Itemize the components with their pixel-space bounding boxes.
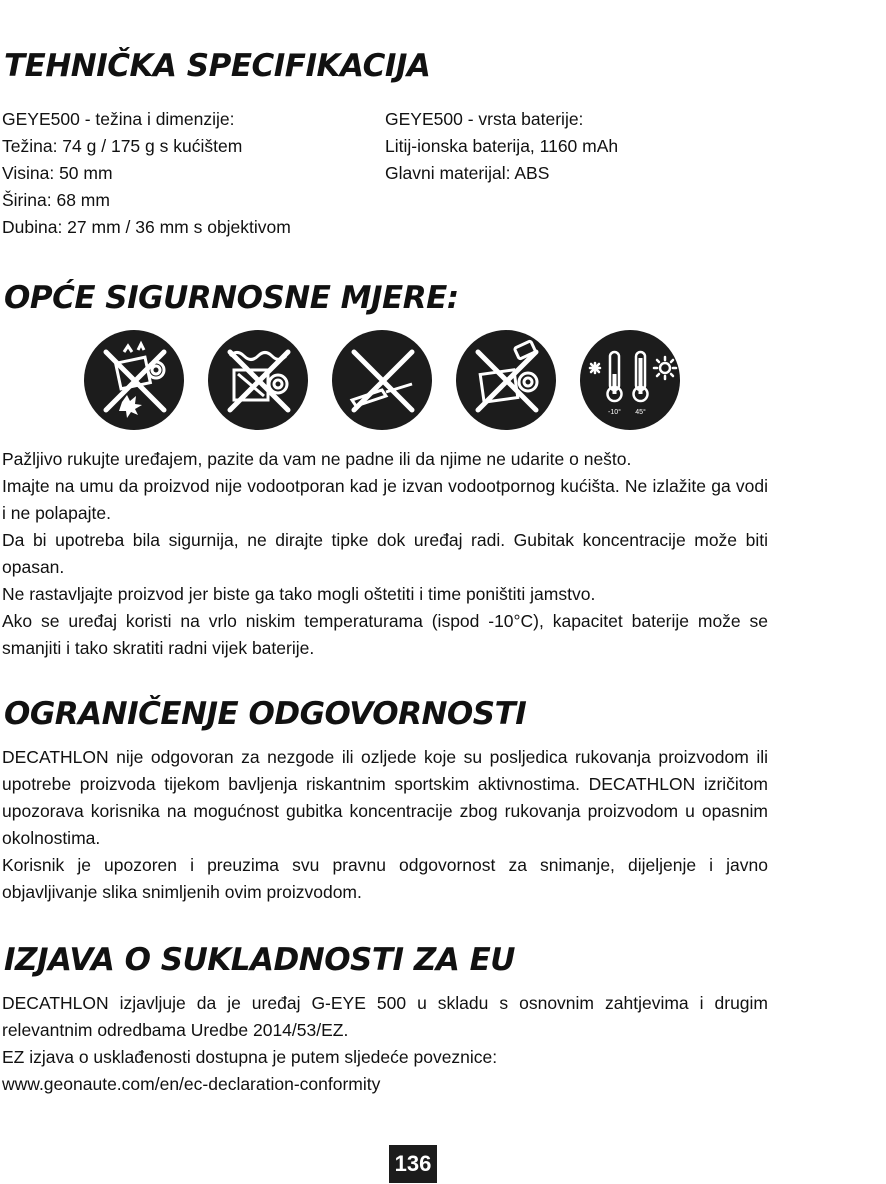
spec-line: Glavni materijal: ABS — [385, 163, 550, 183]
spec-line: GEYE500 - težina i dimenzije: — [2, 109, 235, 129]
spec-line: Težina: 74 g / 175 g s kućištem — [2, 136, 243, 156]
spec-right-column — [385, 106, 618, 187]
safety-icons — [84, 330, 690, 430]
conformity-paragraph: DECATHLON izjavljuje da je uređaj G-EYE 500 u skladu s osnovnim zahtjevima i drugim relevantnim odredbama Uredbe 2014/53/EZ. — [2, 993, 768, 1040]
page-number: 136 — [389, 1145, 437, 1183]
safety-paragraph: Pažljivo rukujte uređajem, pazite da vam ne padne ili da njime ne udarite o nešto. — [2, 449, 632, 469]
safety-text — [2, 446, 768, 662]
liability-heading: OGRANIČENJE ODGOVORNOSTI — [4, 696, 527, 732]
conformity-heading: IZJAVA O SUKLADNOSTI ZA EU — [4, 942, 515, 978]
safety-heading: OPĆE SIGURNOSNE MJERE: — [4, 280, 459, 316]
conformity-paragraph: EZ izjava o usklađenosti dostupna je putem sljedeće poveznice: — [2, 1047, 498, 1067]
spec-line: Širina: 68 mm — [2, 190, 110, 210]
no-screwdriver-icon — [332, 330, 432, 430]
liability-paragraph: DECATHLON nije odgovoran za nezgode ili ozljede koje su posljedica rukovanja proizvodom ili upotrebe proizvoda tijekom bavljenja riskantnim sportskim aktivnostima. DECATHLON izričitom upozorava korisnika na mogućnost gubitka koncentracije zbog rukovanja proizvodom u opasnim okolnostima. — [2, 747, 768, 848]
spec-line: Visina: 50 mm — [2, 163, 113, 183]
no-drop-icon — [84, 330, 184, 430]
liability-paragraph: Korisnik je upozoren i preuzima svu pravnu odgovornost za snimanje, dijeljenje i javno objavljivanje slika snimljenih ovim proizvodom. — [2, 855, 768, 902]
spec-line: GEYE500 - vrsta baterije: — [385, 109, 584, 129]
no-water-icon — [208, 330, 308, 430]
temperature-icon — [580, 330, 680, 430]
safety-paragraph: Ako se uređaj koristi na vrlo niskim temperaturama (ispod -10°C), kapacitet baterije može se smanjiti i tako skratiti radni vijek baterije. — [2, 611, 768, 658]
safety-paragraph: Imajte na umu da proizvod nije vodootporan kad je izvan vodootpornog kućišta. Ne izlažite ga vodi i ne polapajte. — [2, 476, 768, 523]
no-disassemble-icon — [456, 330, 556, 430]
spec-left-column — [2, 106, 291, 241]
conformity-url: www.geonaute.com/en/ec-declaration-conformity — [2, 1074, 381, 1094]
spec-heading: TEHNIČKA SPECIFIKACIJA — [4, 48, 431, 84]
spec-line: Dubina: 27 mm / 36 mm s objektivom — [2, 217, 291, 237]
heat-limit-label: 45° — [635, 409, 646, 416]
conformity-text — [2, 990, 768, 1098]
cold-limit-label: -10° — [608, 409, 621, 416]
safety-paragraph: Da bi upotreba bila sigurnija, ne dirajte tipke dok uređaj radi. Gubitak koncentracije može biti opasan. — [2, 530, 768, 577]
liability-text — [2, 744, 768, 906]
safety-paragraph: Ne rastavljajte proizvod jer biste ga tako mogli oštetiti i time poništiti jamstvo. — [2, 584, 596, 604]
spec-line: Litij-ionska baterija, 1160 mAh — [385, 136, 619, 156]
